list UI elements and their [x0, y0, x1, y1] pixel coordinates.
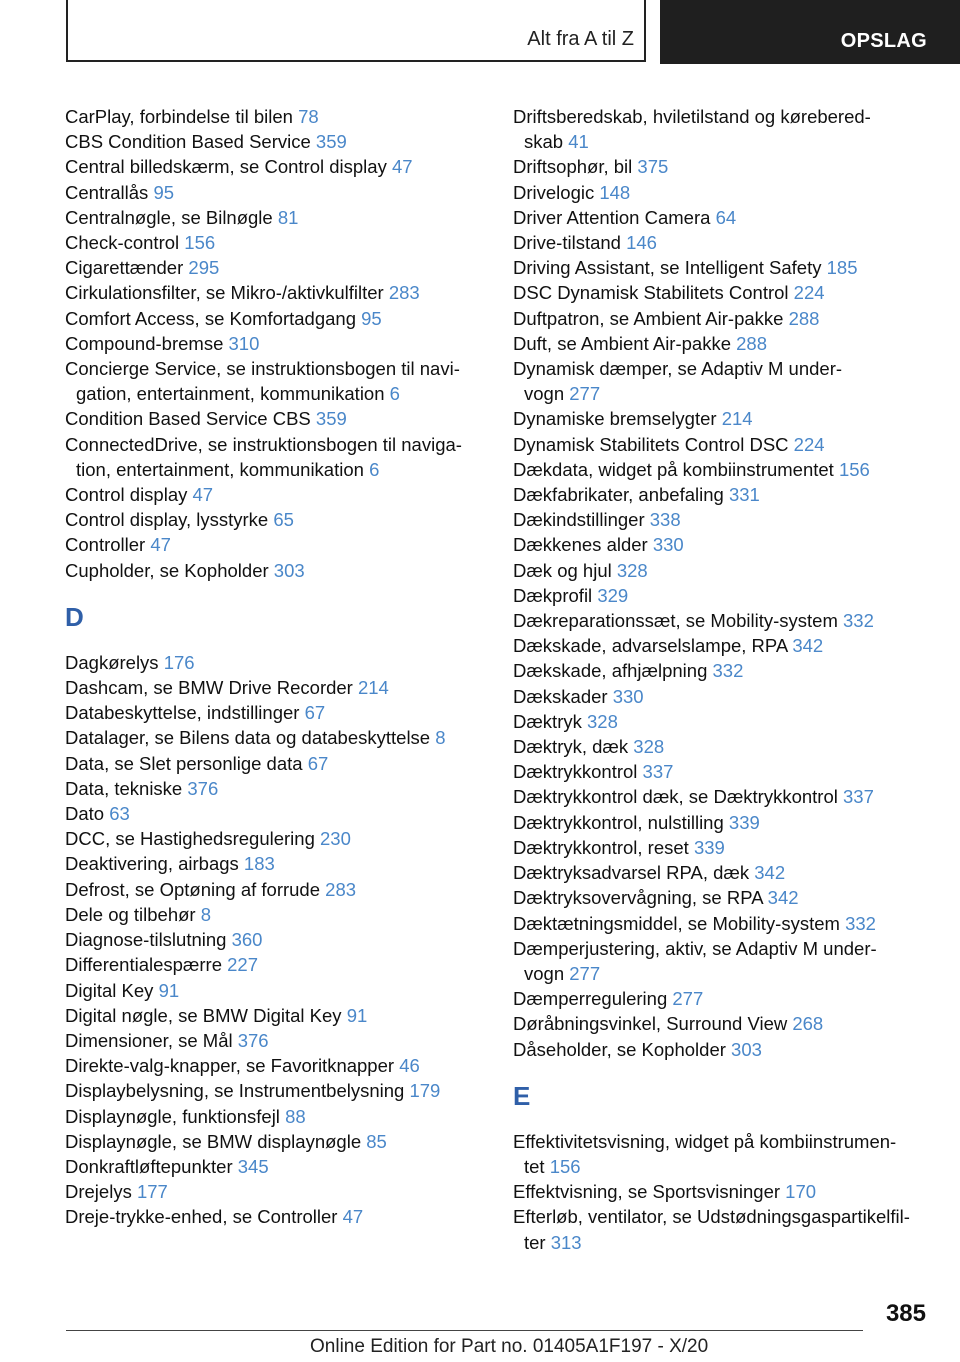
page-reference-link[interactable]: 63	[109, 803, 130, 825]
index-entry	[513, 230, 933, 255]
index-entry	[513, 406, 933, 431]
index-entry-text: ConnectedDrive, se instruktionsbogen til naviga-	[65, 433, 462, 455]
page-reference-link[interactable]: 332	[843, 610, 874, 632]
index-entry-text: DSC Dynamisk Stabilitets Control	[513, 282, 789, 304]
page-reference-link[interactable]: 328	[616, 559, 648, 581]
index-entry-text: Cigarettænder	[65, 257, 184, 279]
index-entry	[65, 1129, 480, 1154]
index-entry-text: Control display	[65, 484, 188, 506]
index-entry	[513, 734, 933, 759]
page-reference-link[interactable]: 46	[399, 1055, 420, 1077]
page-reference-link[interactable]: 224	[793, 433, 825, 455]
index-entry-text: Duftpatron, se Ambient Air-pakke	[513, 307, 784, 329]
page-number: 385	[885, 1300, 926, 1327]
index-entry-text: Dynamisk Stabilitets Control DSC	[513, 433, 789, 455]
index-entry-text: Dæk og hjul	[513, 559, 612, 581]
index-entry-text: DCC, se Hastighedsregulering	[65, 828, 315, 850]
index-entry	[65, 331, 480, 356]
page-reference-link[interactable]: 227	[227, 954, 258, 976]
page-reference-link[interactable]: 303	[273, 559, 305, 581]
page-reference-link[interactable]: 6	[389, 383, 400, 405]
index-entry	[513, 936, 933, 986]
header-chapter-tab[interactable]	[660, 0, 960, 64]
page-reference-link[interactable]: 177	[136, 1181, 168, 1203]
index-entry	[513, 1204, 933, 1254]
page-reference-link[interactable]: 330	[612, 685, 644, 707]
index-entry-text: Dæktryksovervågning, se RPA	[513, 887, 763, 909]
index-entry	[513, 633, 933, 658]
index-entry	[513, 885, 933, 910]
index-letter-heading: E	[513, 1080, 531, 1111]
index-entry	[513, 759, 933, 784]
index-entry-text: CBS Condition Based Service	[65, 131, 311, 153]
index-entry-text: Direkte-valg-knapper, se Favoritknapper	[65, 1055, 395, 1077]
index-entry	[513, 1037, 933, 1062]
index-entry	[513, 1011, 933, 1036]
page-reference-link[interactable]: 288	[788, 307, 820, 329]
index-entry	[65, 356, 480, 406]
index-entry-text: Driving Assistant, se Intelligent Safety	[513, 257, 822, 279]
page-reference-link[interactable]: 64	[715, 206, 737, 228]
index-entry	[65, 952, 480, 977]
page-reference-link[interactable]: 337	[843, 786, 874, 808]
page-reference-link[interactable]: 359	[315, 408, 347, 430]
page-reference-link[interactable]: 376	[187, 777, 219, 799]
index-entry	[513, 986, 933, 1011]
index-entry	[65, 280, 480, 305]
index-entry	[65, 1028, 480, 1053]
page-reference-link[interactable]: 342	[754, 862, 786, 884]
index-entry	[513, 860, 933, 885]
index-entry-text: CarPlay, forbindelse til bilen	[65, 106, 293, 127]
index-entry	[513, 709, 933, 734]
chapter-label: OPSLAG	[840, 30, 927, 52]
page-reference-link[interactable]: 185	[826, 257, 858, 279]
index-entry	[65, 507, 480, 532]
page-reference-link[interactable]: 331	[728, 484, 760, 506]
index-entry-text: Dækdata, widget på kombiinstrumentet	[513, 458, 834, 480]
index-entry-text: Dækreparationssæt, se Mobility-system	[513, 610, 838, 632]
index-entry	[513, 154, 933, 179]
page-reference-link[interactable]: 156	[549, 1155, 581, 1177]
page-reference-link[interactable]: 8	[435, 727, 446, 749]
header-section-box	[66, 0, 646, 62]
page-reference-link[interactable]: 6	[369, 458, 380, 480]
index-entry	[65, 154, 480, 179]
page-reference-link[interactable]: 277	[569, 962, 601, 984]
section-title: Alt fra A til Z	[527, 28, 634, 50]
index-entry	[513, 104, 933, 154]
page-reference-link[interactable]: 277	[569, 383, 601, 405]
page-reference-link[interactable]: 8	[200, 903, 212, 925]
index-entry-text: Centrallås	[65, 181, 149, 203]
index-entry	[65, 801, 480, 826]
index-entry	[513, 306, 933, 331]
index-entry	[513, 835, 933, 860]
page-reference-link[interactable]: 313	[550, 1231, 582, 1253]
index-entry	[513, 280, 933, 305]
index-entry-text: Condition Based Service CBS	[65, 408, 311, 430]
page-reference-link[interactable]: 170	[785, 1181, 817, 1203]
index-entry	[65, 675, 480, 700]
index-entry	[513, 810, 933, 835]
index-entry-text: Controller	[65, 534, 146, 556]
index-column-right	[513, 104, 933, 1255]
index-entry	[65, 482, 480, 507]
index-entry	[513, 1179, 933, 1204]
index-entry-text: Dato	[65, 803, 105, 825]
page-reference-link[interactable]: 332	[712, 660, 744, 682]
index-entry	[513, 658, 933, 683]
index-entry-text: Concierge Service, se instruktionsbogen til navi-	[65, 358, 460, 380]
index-entry	[65, 826, 480, 851]
index-entry	[513, 482, 933, 507]
index-entry-text: Dæktryksadvarsel RPA, dæk	[513, 862, 750, 884]
edition-note: Online Edition for Part no. 01405A1F197 - X/20	[310, 1336, 709, 1357]
index-entry-text: Dæktrykkontrol, nulstilling	[513, 811, 724, 833]
page-reference-link[interactable]: 47	[150, 534, 171, 556]
index-entry-text: Effektvisning, se Sportsvisninger	[513, 1181, 781, 1203]
index-entry-text: Dynamisk dæmper, se Adaptiv M under-	[513, 358, 843, 380]
page-reference-link[interactable]: 148	[599, 181, 631, 203]
index-entry	[65, 927, 480, 952]
index-entry	[513, 205, 933, 230]
index-entry-text: Dæktrykkontrol dæk, se Dæktrykkontrol	[513, 786, 838, 808]
index-entry-text: Dynamiske bremselygter	[513, 408, 717, 430]
page-reference-link[interactable]: 288	[736, 332, 768, 354]
index-entry-text: Dækkenes alder	[513, 534, 648, 556]
page-reference-link[interactable]: 277	[672, 988, 704, 1010]
index-entry	[513, 180, 933, 205]
page-reference-link[interactable]: 359	[315, 131, 347, 153]
page-reference-link[interactable]: 230	[320, 828, 351, 850]
page-reference-link[interactable]: 214	[357, 677, 389, 699]
page-reference-link[interactable]: 47	[342, 1206, 364, 1228]
page-reference-link[interactable]: 342	[767, 887, 799, 909]
page-reference-link[interactable]: 156	[838, 458, 870, 480]
index-entry	[65, 650, 480, 675]
page-reference-link[interactable]: 88	[285, 1105, 306, 1127]
index-entry	[65, 406, 480, 431]
index-entry	[513, 608, 933, 633]
index-entry-text: Cirkulationsfilter, se Mikro-/aktivkulfilter	[65, 282, 384, 304]
index-entry-text: Displaybelysning, se Instrumentbelysning	[65, 1080, 405, 1102]
index-entry-text: Dækskade, advarselslampe, RPA	[513, 635, 788, 657]
page-reference-link[interactable]: 81	[277, 206, 299, 228]
index-entry-text: Dele og tilbehør	[65, 903, 196, 925]
index-entry-text: Diagnose-tilslutning	[65, 929, 227, 951]
index-entry-text: vogn	[524, 383, 565, 405]
index-entry-text: Duft, se Ambient Air-pakke	[513, 332, 731, 354]
index-entry-text: Dækfabrikater, anbefaling	[513, 484, 724, 506]
index-entry	[513, 255, 933, 280]
index-entry	[65, 1179, 480, 1204]
page-reference-link[interactable]: 375	[637, 156, 669, 178]
index-entry	[65, 230, 480, 255]
index-entry-text: Drivelogic	[513, 181, 595, 203]
index-entry-text: ter	[524, 1231, 546, 1253]
index-entry-text: tet	[524, 1155, 545, 1177]
index-entry	[513, 911, 933, 936]
index-entry-text: Driftsophør, bil	[513, 156, 633, 178]
index-entry-text: Displaynøgle, funktionsfejl	[65, 1105, 280, 1127]
page-reference-link[interactable]: 41	[568, 131, 589, 153]
index-entry	[513, 558, 933, 583]
index-entry-text: Digital Key	[65, 979, 154, 1001]
index-entry	[65, 255, 480, 280]
page-reference-link[interactable]: 330	[652, 534, 684, 556]
index-entry-text: Cupholder, se Kopholder	[65, 559, 269, 581]
index-entry	[65, 1154, 480, 1179]
index-entry-text: Databeskyttelse, indstillinger	[65, 702, 300, 724]
index-entry	[513, 331, 933, 356]
page-reference-link[interactable]: 95	[153, 181, 175, 203]
index-letter-heading: D	[65, 601, 84, 632]
index-entry	[513, 356, 933, 406]
index-entry-text: Drive-tilstand	[513, 232, 621, 254]
index-entry	[65, 851, 480, 876]
index-entry	[65, 751, 480, 776]
index-entry-text: Centralnøgle, se Bilnøgle	[65, 206, 273, 228]
index-entry-text: Central billedskærm, se Control display	[65, 156, 387, 178]
index-entry	[65, 1078, 480, 1103]
index-entry-text: Dækindstillinger	[513, 509, 645, 531]
page-reference-link[interactable]: 47	[192, 484, 214, 506]
index-entry	[513, 457, 933, 482]
page-reference-link[interactable]: 283	[325, 878, 357, 900]
index-entry	[513, 583, 933, 608]
index-entry-text: skab	[524, 131, 564, 153]
index-entry-text: Dæktætningsmiddel, se Mobility-system	[513, 912, 840, 934]
index-entry	[65, 700, 480, 725]
page-reference-link[interactable]: 146	[626, 232, 657, 254]
index-entry	[65, 306, 480, 331]
page-reference-link[interactable]: 156	[184, 232, 216, 254]
page-reference-link[interactable]: 303	[731, 1038, 762, 1060]
index-entry-text: Drejelys	[65, 1181, 132, 1203]
page-reference-link[interactable]: 268	[792, 1013, 824, 1035]
index-entry-text: Control display, lysstyrke	[65, 509, 269, 531]
page-reference-link[interactable]: 67	[307, 752, 329, 774]
index-entry-text: gation, entertainment, kommunikation	[76, 383, 385, 405]
index-entry-text: Digital nøgle, se BMW Digital Key	[65, 1004, 342, 1026]
index-entry	[65, 776, 480, 801]
page-reference-link[interactable]: 47	[391, 156, 413, 178]
page-reference-link[interactable]: 360	[231, 929, 263, 951]
index-entry-text: Dæktryk, dæk	[513, 736, 629, 758]
index-entry	[65, 558, 480, 583]
index-entry	[65, 725, 480, 750]
page-reference-link[interactable]: 85	[366, 1130, 387, 1152]
index-entry-text: vogn	[524, 962, 565, 984]
page-reference-link[interactable]: 310	[228, 332, 260, 354]
index-entry	[513, 784, 933, 809]
index-entry-text: Dæmperregulering	[513, 988, 668, 1010]
index-entry-text: Driftsberedskab, hviletilstand og kørebered-	[513, 106, 871, 127]
index-entry-text: Dæmperjustering, aktiv, se Adaptiv M under-	[513, 937, 877, 959]
page-reference-link[interactable]: 78	[298, 106, 319, 127]
index-entry-text: Dækprofil	[513, 584, 593, 606]
page-reference-link[interactable]: 328	[633, 736, 665, 758]
index-entry	[65, 1104, 480, 1129]
page-reference-link[interactable]: 342	[792, 635, 824, 657]
page-reference-link[interactable]: 376	[237, 1029, 269, 1051]
footer-divider	[66, 1330, 863, 1331]
index-entry	[65, 180, 480, 205]
index-entry-text: Dreje-trykke-enhed, se Controller	[65, 1206, 338, 1228]
index-entry	[65, 1204, 480, 1229]
index-entry-text: Check-control	[65, 232, 180, 254]
index-entry-text: Dashcam, se BMW Drive Recorder	[65, 677, 353, 699]
page-reference-link[interactable]: 91	[158, 979, 180, 1001]
index-entry	[65, 1053, 480, 1078]
index-entry-text: Dimensioner, se Mål	[65, 1029, 233, 1051]
page-reference-link[interactable]: 339	[728, 811, 760, 833]
page-reference-link[interactable]: 67	[304, 702, 326, 724]
page-reference-link[interactable]: 65	[273, 509, 294, 531]
index-entry	[513, 507, 933, 532]
page-reference-link[interactable]: 91	[346, 1004, 368, 1026]
index-entry-text: Data, se Slet personlige data	[65, 752, 303, 774]
index-entry-text: Dåseholder, se Kopholder	[513, 1038, 726, 1060]
index-entry-text: Datalager, se Bilens data og databeskyttelse	[65, 727, 431, 749]
page-reference-link[interactable]: 176	[163, 651, 195, 673]
page-reference-link[interactable]: 337	[642, 761, 674, 783]
index-entry-text: Defrost, se Optøning af forrude	[65, 878, 321, 900]
index-entry	[65, 978, 480, 1003]
index-entry-text: Dagkørelys	[65, 651, 159, 673]
index-entry	[65, 902, 480, 927]
index-entry	[65, 532, 480, 557]
index-entry-text: Dæktrykkontrol, reset	[513, 836, 689, 858]
index-entry	[65, 104, 480, 129]
page-reference-link[interactable]: 339	[693, 836, 725, 858]
page-reference-link[interactable]: 332	[845, 912, 876, 934]
index-entry	[65, 877, 480, 902]
page-reference-link[interactable]: 214	[721, 408, 753, 430]
index-entry	[65, 432, 480, 482]
page-reference-link[interactable]: 224	[793, 282, 825, 304]
page-reference-link[interactable]: 283	[388, 282, 420, 304]
index-entry-text: Døråbningsvinkel, Surround View	[513, 1013, 788, 1035]
index-entry	[65, 1003, 480, 1028]
page-reference-link[interactable]: 95	[361, 307, 382, 329]
index-entry-text: Dæktrykkontrol	[513, 761, 638, 783]
index-entry-text: Compound-bremse	[65, 332, 224, 354]
page-reference-link[interactable]: 338	[649, 509, 681, 531]
page-reference-link[interactable]: 295	[188, 257, 220, 279]
index-entry	[65, 205, 480, 230]
index-entry-text: Deaktivering, airbags	[65, 853, 239, 875]
index-entry	[513, 432, 933, 457]
index-entry-text: Efterløb, ventilator, se Udstødningsgaspartikelfil-	[513, 1206, 910, 1228]
index-entry-text: Differentialespærre	[65, 954, 222, 976]
index-entry-text: Donkraftløftepunkter	[65, 1155, 233, 1177]
page-reference-link[interactable]: 329	[597, 584, 629, 606]
index-entry-text: Displaynøgle, se BMW displaynøgle	[65, 1130, 362, 1152]
index-entry-text: Effektivitetsvisning, widget på kombiinstrumen-	[513, 1130, 897, 1152]
index-entry	[513, 1129, 933, 1179]
index-entry	[513, 532, 933, 557]
index-entry	[513, 684, 933, 709]
index-entry	[65, 129, 480, 154]
index-entry-text: Comfort Access, se Komfortadgang	[65, 307, 356, 329]
page-reference-link[interactable]: 183	[243, 853, 275, 875]
index-entry-text: Dækskader	[513, 685, 608, 707]
page-reference-link[interactable]: 179	[409, 1080, 441, 1102]
index-entry-text: Data, tekniske	[65, 777, 183, 799]
index-entry-text: Driver Attention Camera	[513, 206, 711, 228]
index-column-left	[65, 104, 480, 1230]
index-entry-text: Dæktryk	[513, 710, 582, 732]
index-entry-text: tion, entertainment, kommunikation	[76, 458, 364, 480]
page-reference-link[interactable]: 345	[237, 1155, 269, 1177]
index-entry-text: Dækskade, afhjælpning	[513, 660, 708, 682]
page-reference-link[interactable]: 328	[587, 710, 618, 732]
